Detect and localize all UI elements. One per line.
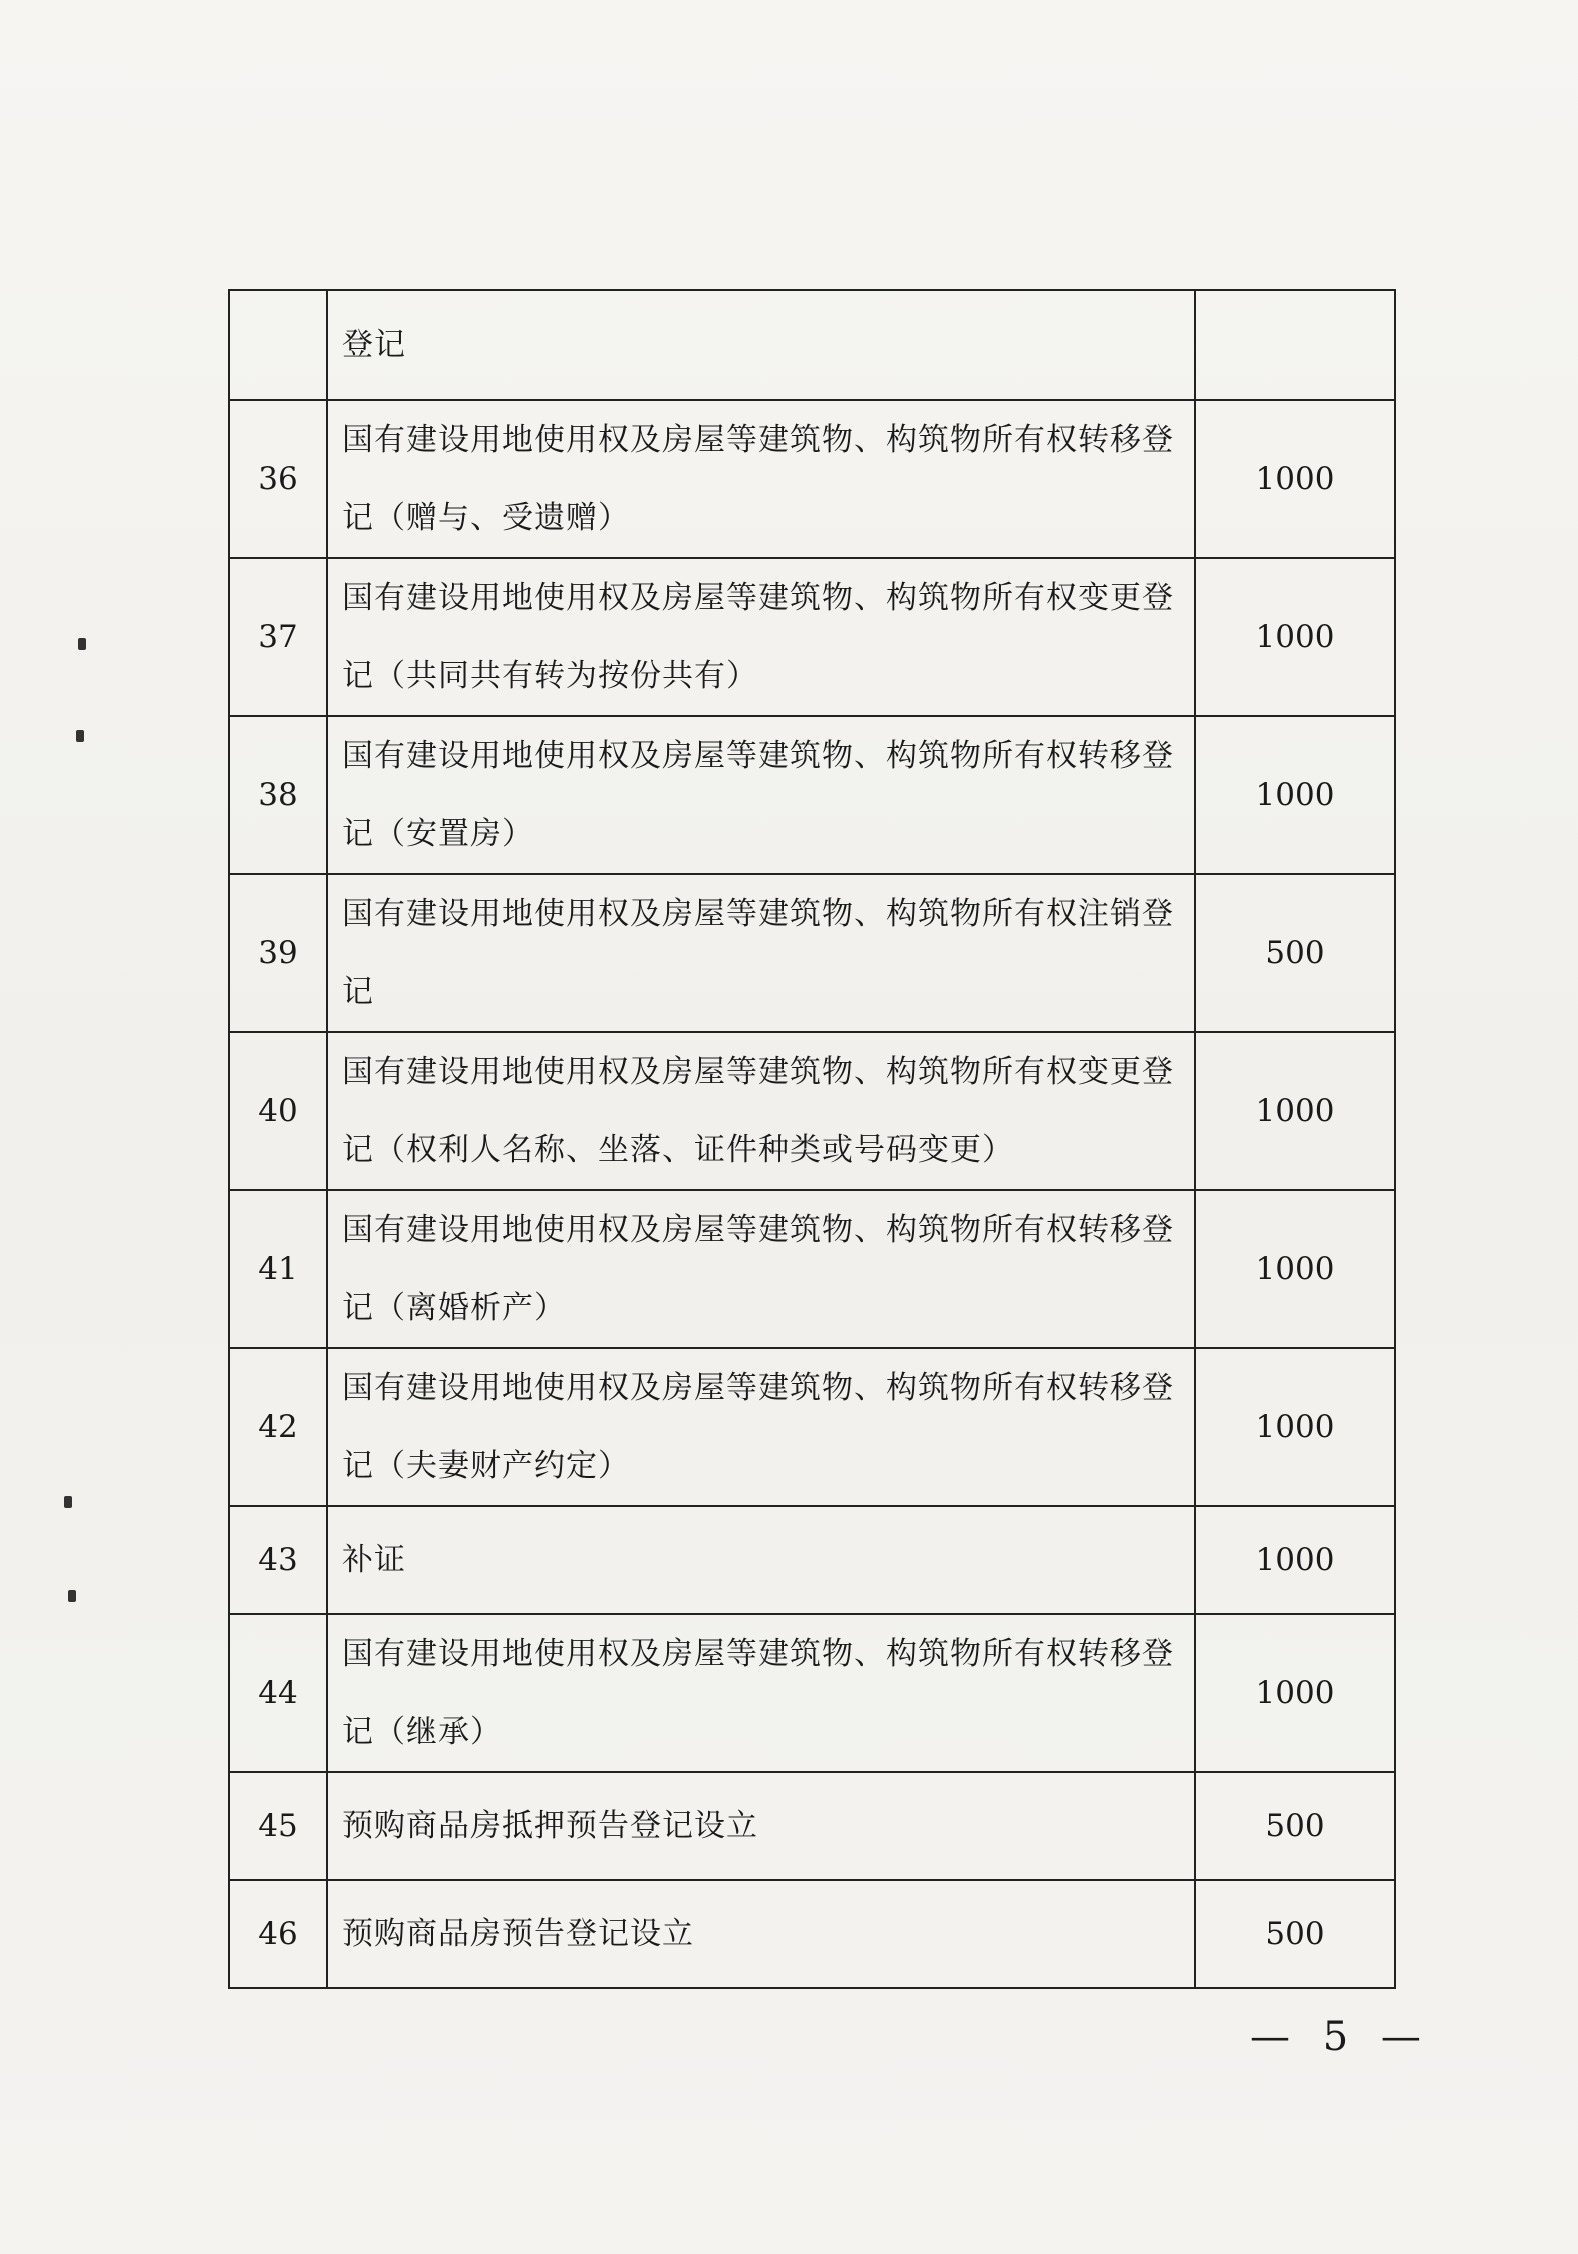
table-row	[229, 1190, 1395, 1348]
binding-hole-mark	[64, 1496, 72, 1508]
row-fee: 1000	[1195, 1348, 1395, 1506]
row-item: 国有建设用地使用权及房屋等建筑物、构筑物所有权变更登记（共同共有转为按份共有）	[327, 558, 1195, 716]
row-fee	[1195, 290, 1395, 400]
row-item: 国有建设用地使用权及房屋等建筑物、构筑物所有权转移登记（夫妻财产约定）	[327, 1348, 1195, 1506]
row-number: 37	[229, 558, 327, 716]
table-row	[229, 874, 1395, 1032]
table-row	[229, 558, 1395, 716]
row-item: 国有建设用地使用权及房屋等建筑物、构筑物所有权转移登记（离婚析产）	[327, 1190, 1195, 1348]
row-number: 45	[229, 1772, 327, 1880]
row-number: 44	[229, 1614, 327, 1772]
table-row	[229, 290, 1395, 400]
binding-hole-mark	[76, 730, 84, 742]
fee-table	[228, 289, 1396, 1989]
row-number: 46	[229, 1880, 327, 1988]
row-fee: 1000	[1195, 558, 1395, 716]
row-item: 预购商品房预告登记设立	[327, 1880, 1195, 1988]
row-number	[229, 290, 327, 400]
row-item: 补证	[327, 1506, 1195, 1614]
row-item: 登记	[327, 290, 1195, 400]
table-row	[229, 1614, 1395, 1772]
row-item: 国有建设用地使用权及房屋等建筑物、构筑物所有权转移登记（安置房）	[327, 716, 1195, 874]
row-number: 42	[229, 1348, 327, 1506]
table-row	[229, 716, 1395, 874]
row-fee: 1000	[1195, 1506, 1395, 1614]
page-number: — 5 —	[1250, 2014, 1431, 2060]
table-row	[229, 400, 1395, 558]
row-number: 43	[229, 1506, 327, 1614]
row-fee: 1000	[1195, 716, 1395, 874]
table-row	[229, 1348, 1395, 1506]
table-row	[229, 1772, 1395, 1880]
row-number: 38	[229, 716, 327, 874]
binding-hole-mark	[78, 638, 86, 650]
row-fee: 500	[1195, 874, 1395, 1032]
table-row	[229, 1506, 1395, 1614]
row-number: 36	[229, 400, 327, 558]
row-number: 40	[229, 1032, 327, 1190]
row-fee: 500	[1195, 1880, 1395, 1988]
row-item: 预购商品房抵押预告登记设立	[327, 1772, 1195, 1880]
table-row	[229, 1032, 1395, 1190]
row-fee: 1000	[1195, 400, 1395, 558]
row-item: 国有建设用地使用权及房屋等建筑物、构筑物所有权注销登记	[327, 874, 1195, 1032]
row-item: 国有建设用地使用权及房屋等建筑物、构筑物所有权转移登记（继承）	[327, 1614, 1195, 1772]
row-fee: 1000	[1195, 1190, 1395, 1348]
table-row	[229, 1880, 1395, 1988]
binding-hole-mark	[68, 1590, 76, 1602]
row-number: 39	[229, 874, 327, 1032]
row-number: 41	[229, 1190, 327, 1348]
row-item: 国有建设用地使用权及房屋等建筑物、构筑物所有权转移登记（赠与、受遗赠）	[327, 400, 1195, 558]
row-fee: 500	[1195, 1772, 1395, 1880]
row-item: 国有建设用地使用权及房屋等建筑物、构筑物所有权变更登记（权利人名称、坐落、证件种类或号码变更）	[327, 1032, 1195, 1190]
row-fee: 1000	[1195, 1032, 1395, 1190]
row-fee: 1000	[1195, 1614, 1395, 1772]
